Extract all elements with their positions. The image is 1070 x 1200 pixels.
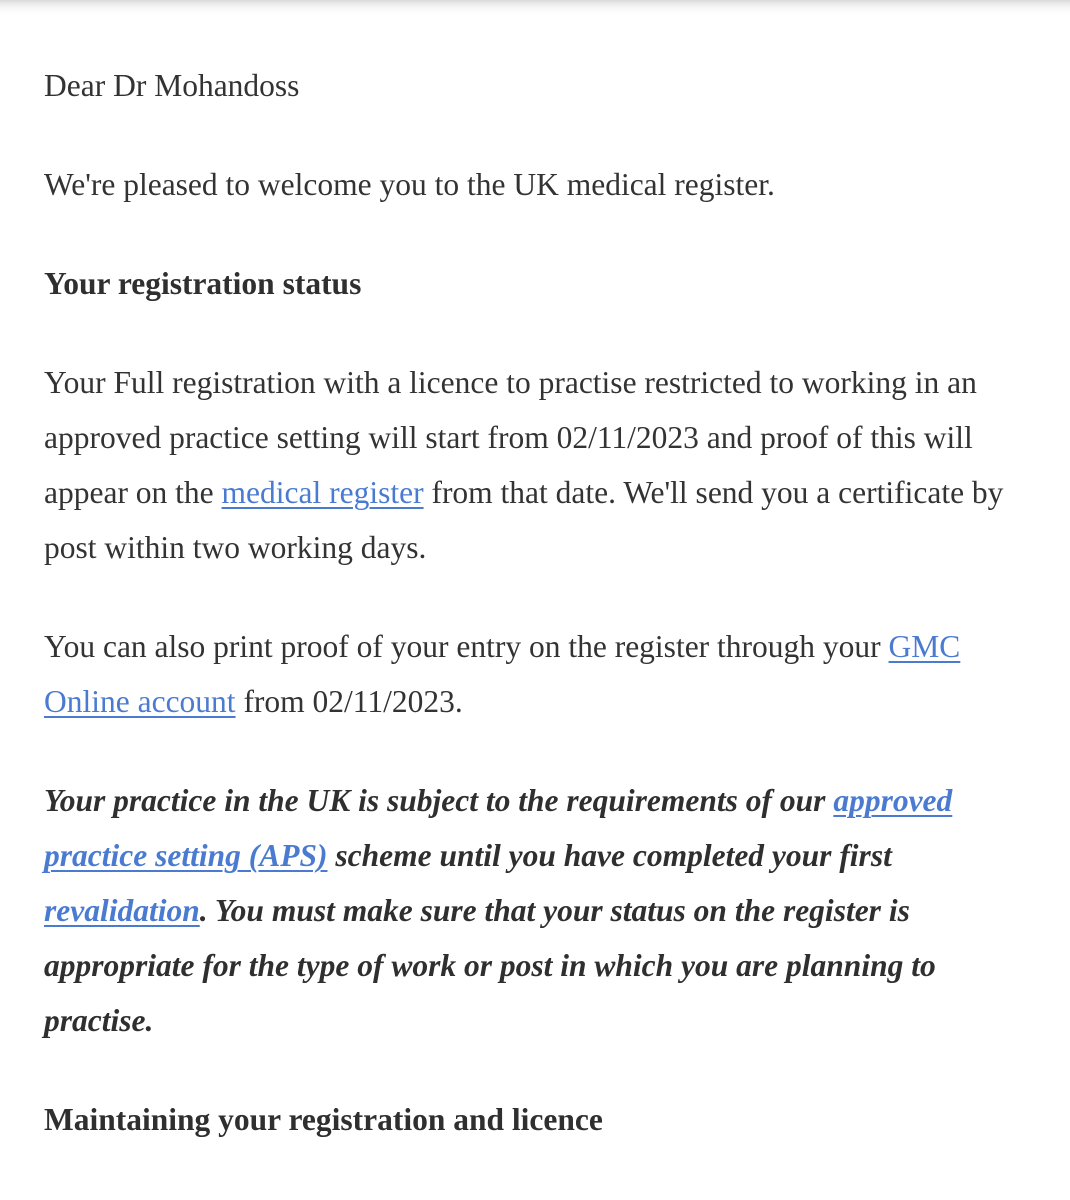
registration-status-heading: Your registration status <box>44 266 362 301</box>
gmc-online-account-link[interactable]: GMC Online account <box>44 629 961 719</box>
top-divider-shadow <box>0 0 1070 14</box>
print-text-part-2: from 02/11/2023. <box>235 684 463 719</box>
medical-register-link[interactable]: medical register <box>221 475 424 510</box>
greeting: Dear Dr Mohandoss <box>44 68 300 103</box>
email-body <box>44 58 1034 1191</box>
maintaining-registration-heading: Maintaining your registration and licence <box>44 1102 603 1137</box>
print-text-part-1: You can also print proof of your entry on the register through your <box>44 629 889 664</box>
aps-notice-paragraph <box>44 773 1034 1048</box>
print-proof-paragraph <box>44 619 1034 729</box>
welcome-message: We're pleased to welcome you to the UK medical register. <box>44 167 775 202</box>
status-text-part-2: from that date. We'll send you a certificate by post within two working days. <box>44 475 1004 565</box>
revalidation-link[interactable]: revalidation <box>44 893 200 928</box>
approved-practice-setting-link[interactable]: approved practice setting (APS) <box>44 783 953 873</box>
aps-text-part-3: . You must make sure that your status on the register is appropriate for the type of work or post in which you are planning to practise. <box>44 893 936 1038</box>
aps-text-part-2: scheme until you have completed your first <box>327 838 892 873</box>
registration-status-paragraph <box>44 355 1034 575</box>
status-text-part-1: Your Full registration with a licence to practise restricted to working in an approved practice setting will start from 02/11/2023 and proof of this will appear on the <box>44 365 977 510</box>
aps-text-part-1: Your practice in the UK is subject to the requirements of our <box>44 783 834 818</box>
